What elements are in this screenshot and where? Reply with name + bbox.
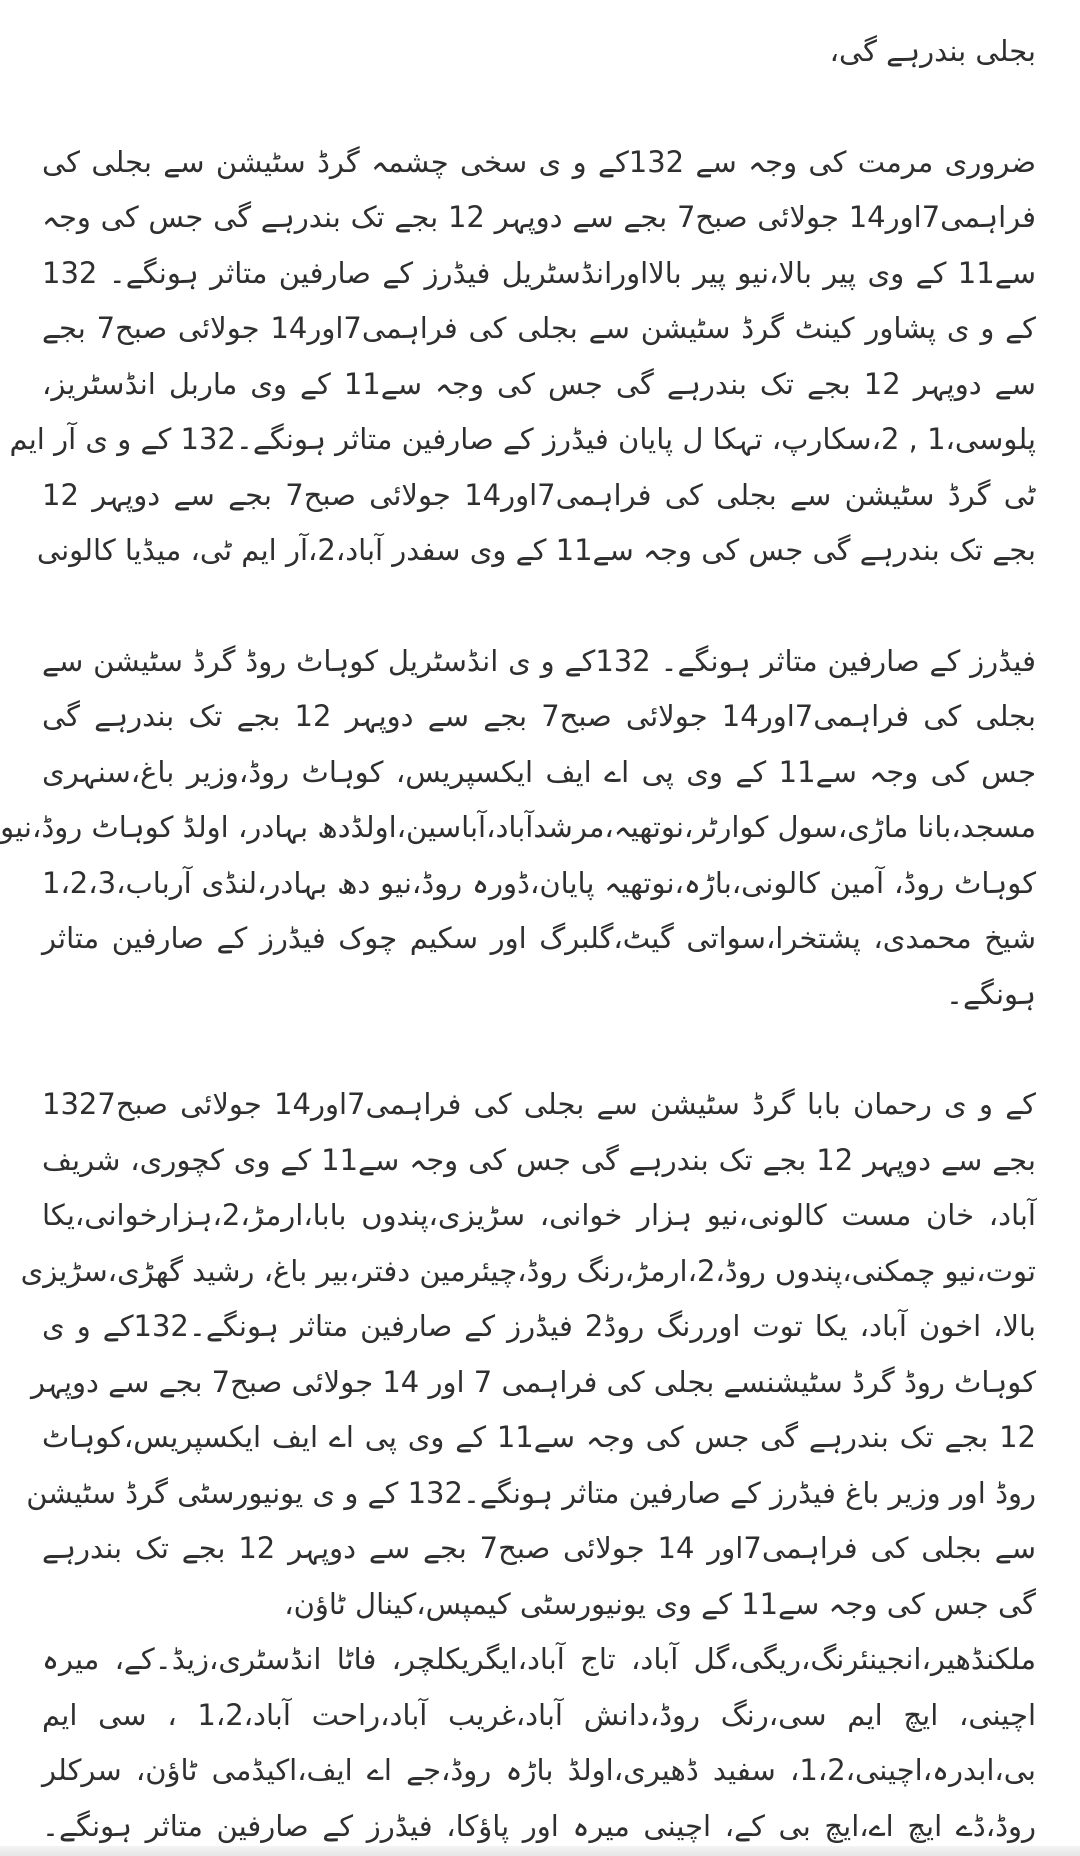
paragraph-line: فراہمی7اور14 جولائی صبح7 بجے سے دوپہر 12 بجے تک بندرہے گی جس کی وجہ xyxy=(42,200,1036,234)
paragraph-line: روڈ اور وزیر باغ فیڈرز کے صارفین متاثر ہونگے۔132 کے و ی یونیورسٹی گرڈ سٹیشن xyxy=(26,1475,1036,1510)
paragraph-line: بجے تک بندرہے گی جس کی وجہ سے11 کے وی سفدر آباد،2،آر ایم ٹی، میڈیا کالونی xyxy=(36,533,1036,567)
header-text: بجلی بندرہے گی، xyxy=(829,34,1036,68)
paragraph-line: پلوسی،1 , 2،سکارپ، تہکا ل پایان فیڈرز کے صارفین متاثر ہونگے۔132 کے و ی آر ایم xyxy=(9,422,1036,456)
paragraph-line: فیڈرز کے صارفین متاثر ہونگے۔ 132کے و ی انڈسٹریل کوہاٹ روڈ گرڈ سٹیشن سے xyxy=(42,643,1036,678)
bottom-edge-divider xyxy=(0,1846,1080,1856)
paragraph-line: کوہاٹ روڈ گرڈ سٹیشنسے بجلی کی فراہمی 7 اور 14 جولائی صبح7 بجے سے دوپہر xyxy=(30,1364,1036,1399)
paragraph-line: ٹی گرڈ سٹیشن سے بجلی کی فراہمی7اور14 جولائی صبح7 بجے سے دوپہر 12 xyxy=(42,477,1036,512)
paragraph-1 xyxy=(9,135,1036,579)
paragraph-line: گی جس کی وجہ سے11 کے وی یونیورسٹی کیمپس،کینال ٹاؤن، xyxy=(284,1586,1036,1621)
paragraph-line: روڈ،ڈے ایچ اے،ایچ بی کے، اچینی میرہ اور پاؤکا، فیڈرز کے صارفین متاثر ہونگے۔ xyxy=(42,1808,1036,1843)
paragraph-line: سے بجلی کی فراہمی7اور 14 جولائی صبح7 بجے سے دوپہر 12 بجے تک بندرہے xyxy=(42,1531,1036,1565)
paragraph-line: بی،ابدرہ،اچینی،1،2، سفید ڈھیری،اولڈ باڑہ روڈ،جے اے ایف،اکیڈمی ٹاؤن، سرکلر xyxy=(42,1753,1036,1787)
paragraph-3 xyxy=(20,1077,1037,1854)
paragraph-line: ضروری مرمت کی وجہ سے 132کے و ی سخی چشمہ گرڈ سٹیشن سے بجلی کی xyxy=(42,144,1036,179)
paragraph-line: اچینی، ایچ ایم سی،رنگ روڈ،دانش آباد،غریب آباد،راحت آباد،1،2 ، سی ایم xyxy=(42,1697,1037,1732)
paragraph-line: آباد، خان مست کالونی،نیو ہزار خوانی، سڑیزی،پندوں بابا،ارمڑ،2،ہزارخوانی،یکا xyxy=(42,1198,1036,1232)
paragraph-line: جس کی وجہ سے11 کے وی پی اے ایف ایکسپریس، کوہاٹ روڈ،وزیر باغ،سنہری xyxy=(42,754,1036,789)
paragraph-line: سے دوپہر 12 بجے تک بندرہے گی جس کی وجہ سے11 کے وی ماربل انڈسٹریز، xyxy=(42,366,1036,401)
paragraph-line: کے و ی پشاور کینٹ گرڈ سٹیشن سے بجلی کی فراہمی7اور14 جولائی صبح7 بجے xyxy=(42,311,1036,345)
paragraph-line: سے11 کے وی پیر بالا،نیو پیر بالااورانڈسٹریل فیڈرز کے صارفین متاثر ہونگے۔ 132 xyxy=(42,255,1036,290)
paragraph-line: بجلی کی فراہمی7اور14 جولائی صبح7 بجے سے دوپہر 12 بجے تک بندرہے گی xyxy=(42,699,1036,733)
paragraph-line: شیخ محمدی، پشتخرا،سواتی گیٹ،گلبرگ اور سکیم چوک فیڈرز کے صارفین متاثر xyxy=(42,921,1036,955)
paragraph-line: بالا، اخون آباد، یکا توت اوررنگ روڈ2 فیڈرز کے صارفین متاثر ہونگے۔132کے و ی xyxy=(42,1309,1036,1343)
paragraph-2 xyxy=(0,634,1036,1023)
paragraph-line: مسجد،بانا ماڑی،سول کوارٹر،نوتھیہ،مرشدآباد،آباسین،اولڈدھ بہادر، اولڈ کوہاٹ روڈ،نیو xyxy=(0,810,1036,844)
paragraph-line: 12 بجے تک بندرہے گی جس کی وجہ سے11 کے وی پی اے ایف ایکسپریس،کوہاٹ xyxy=(42,1420,1036,1454)
paragraph-line: بجے سے دوپہر 12 بجے تک بندرہے گی جس کی وجہ سے11 کے وی کچوری، شریف xyxy=(42,1142,1036,1177)
paragraph-line: ملکنڈھیر،انجینئرنگ،ریگی،گل آباد، تاج آباد،ایگریکلچر، فاٹا انڈسٹری،زیڈ۔کے، میرہ xyxy=(42,1642,1036,1676)
paragraph-line: توت،نیو چمکنی،پندوں روڈ،2،ارمڑ،رنگ روڈ،چیئرمین دفتر،بیر باغ، رشید گھڑی،سڑیزی xyxy=(20,1253,1036,1288)
paragraph-line: کوہاٹ روڈ، آمین کالونی،باڑہ،نوتھیہ پایان،ڈورہ روڈ،نیو دھ بہادر،لنڈی آرباب،1،2،3 xyxy=(42,865,1036,900)
paragraph-line: کے و ی رحمان بابا گرڈ سٹیشن سے بجلی کی فراہمی7اور14 جولائی صبح1327 xyxy=(42,1087,1036,1121)
paragraph-line: ہونگے۔ xyxy=(945,976,1036,1011)
